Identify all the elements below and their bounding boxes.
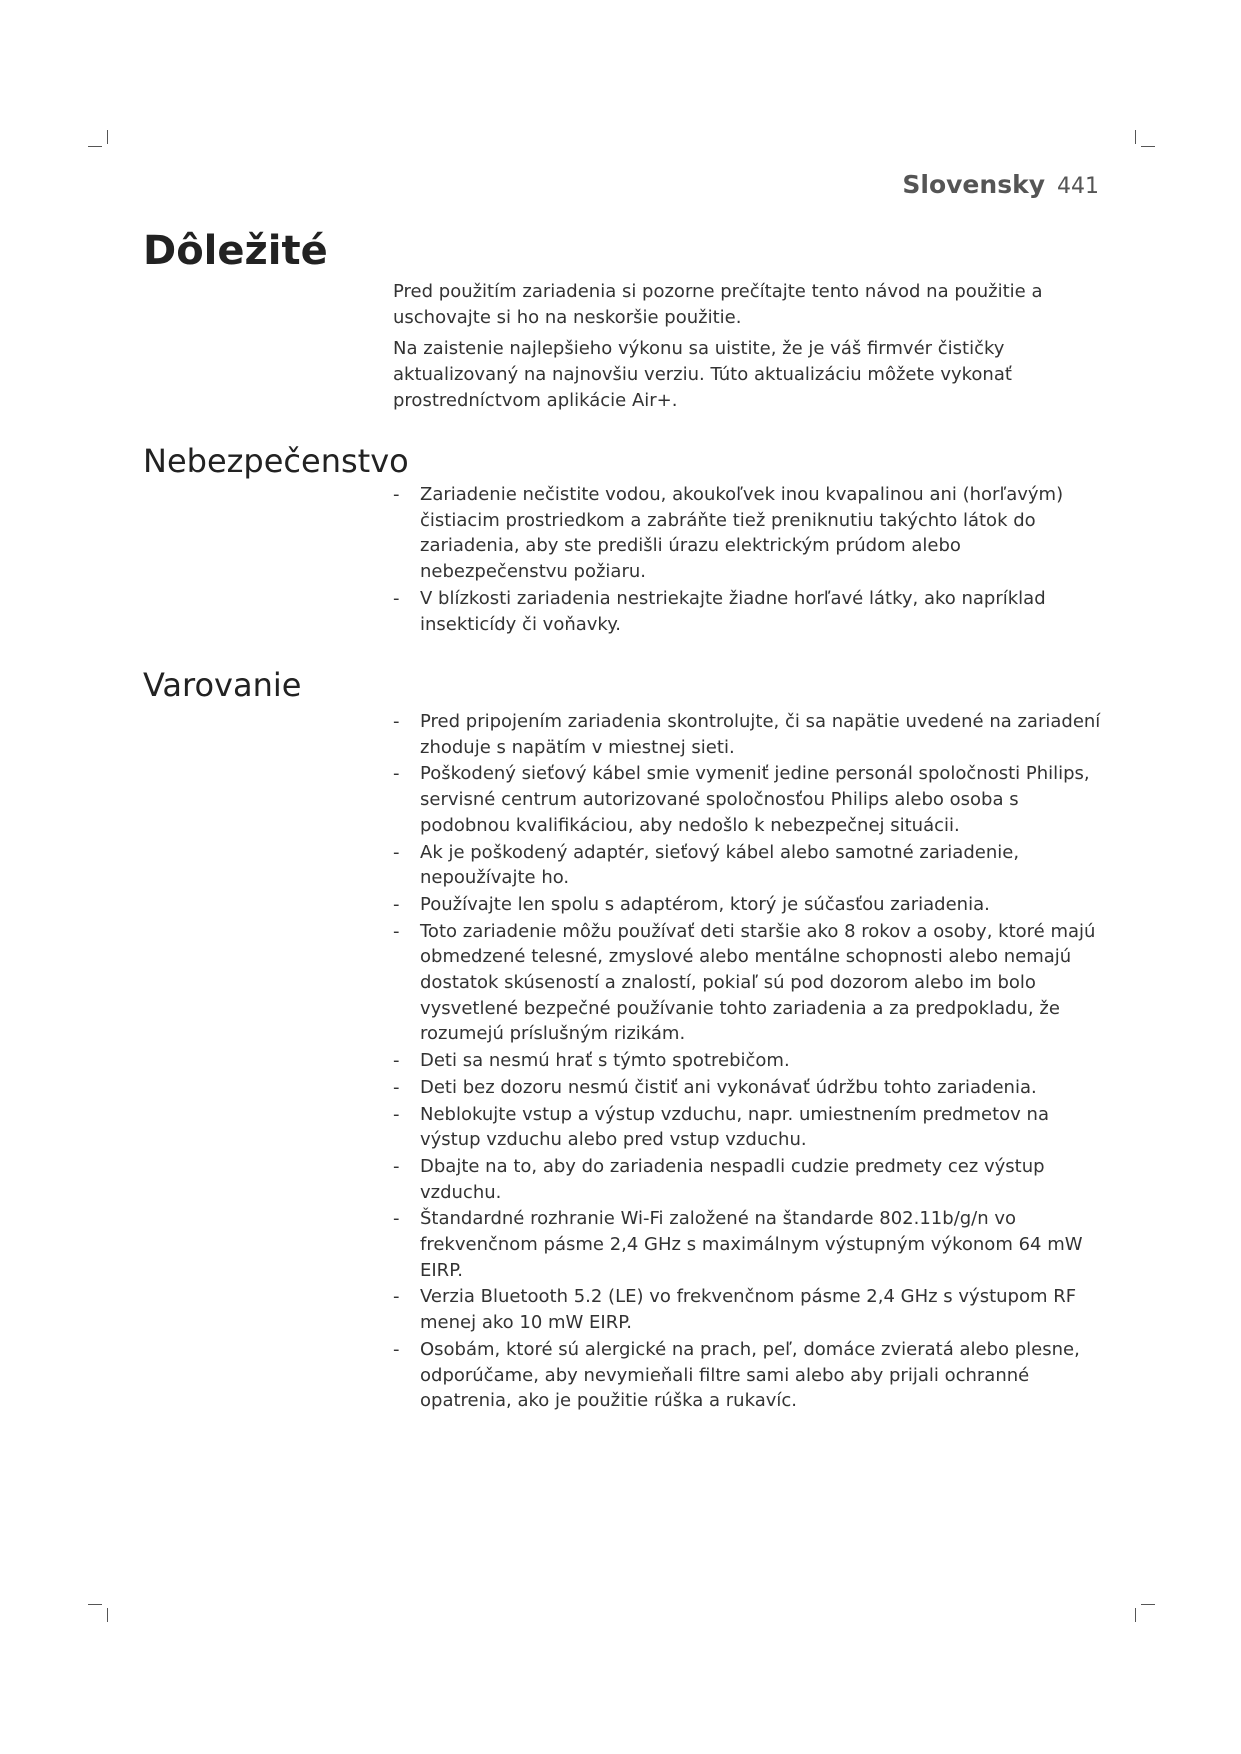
list-item-text: Osobám, ktoré sú alergické na prach, peľ, domáce zvieratá alebo plesne, odporúčame, aby nevymieňali filtre sami alebo aby prijali ochranné opatrenia, ako je použitie rúška a rukavíc. [420, 1338, 1080, 1412]
crop-mark-bottom-right-h [1141, 1604, 1155, 1605]
list-item [393, 840, 1108, 891]
list-item-text: Neblokujte vstup a výstup vzduchu, napr. umiestnením predmetov na výstup vzduchu alebo pred vstup vzduchu. [420, 1103, 1049, 1151]
section-title-warning: Varovanie [143, 666, 302, 704]
list-item [393, 482, 1108, 585]
crop-mark-bottom-right-v [1135, 1608, 1136, 1622]
list-marker: - [393, 1286, 400, 1308]
list-marker: - [393, 484, 400, 505]
important-paragraph: Pred použitím zariadenia si pozorne prečítajte tento návod na použitie a uschovajte si ho na neskoršie použitie. [393, 281, 1043, 328]
list-marker: - [393, 711, 400, 732]
header-language: Slovensky [902, 170, 1045, 199]
list-marker: - [393, 1103, 400, 1125]
list-marker: - [393, 841, 400, 863]
list-marker: - [393, 920, 400, 942]
list-item-text: Zariadenie nečistite vodou, akoukoľvek inou kvapalinou ani (horľavým) čistiacim prostriedkom a zabráňte tiež preniknutiu takýchto látok do zariadenia, aby ste predišli úrazu elektrickým prúdom alebo nebezpečenstvu požiaru. [420, 484, 1064, 583]
list-marker: - [393, 1208, 400, 1230]
list-item-text: Verzia Bluetooth 5.2 (LE) vo frekvenčnom pásme 2,4 GHz s výstupom RF menej ako 10 mW EIRP. [420, 1286, 1077, 1334]
list-item-text: Poškodený sieťový kábel smie vymeniť jedine personál spoločnosti Philips, servisné centrum autorizované spoločnosťou Philips alebo osoba s podobnou kvalifikáciou, aby nedošlo k nebezpečnej situácii. [420, 763, 1090, 836]
list-marker: - [393, 1338, 400, 1360]
important-paragraph: Na zaistenie najlepšieho výkonu sa uistite, že je váš firmvér čističky aktualizovaný na najnovšiu verziu. Túto aktualizáciu môžete vykonať prostredníctvom aplikácie Air+. [393, 338, 1012, 411]
list-item-text: Štandardné rozhranie Wi-Fi založené na štandarde 802.11b/g/n vo frekvenčnom pásme 2,4 GHz s maximálnym výstupným výkonom 64 mW EIRP. [420, 1208, 1083, 1281]
list-item [393, 1102, 1108, 1153]
list-marker: - [393, 1050, 400, 1072]
crop-mark-bottom-left-v [107, 1608, 108, 1622]
list-item [393, 761, 1108, 838]
section-title-danger: Nebezpečenstvo [143, 442, 409, 480]
list-item-text: Toto zariadenie môžu používať deti staršie ako 8 rokov a osoby, ktoré majú obmedzené telesné, zmyslové alebo mentálne schopnosti alebo nemajú dostatok skúseností a znalostí, pokiaľ sú pod dozorom alebo im bolo vysvetlené bezpečné používanie tohto zariadenia a za predpokladu, že rozumejú príslušným rizikám. [420, 920, 1096, 1045]
list-item [393, 1337, 1108, 1414]
list-item-text: Deti bez dozoru nesmú čistiť ani vykonávať údržbu tohto zariadenia. [420, 1076, 1037, 1098]
list-item-text: Ak je poškodený adaptér, sieťový kábel alebo samotné zariadenie, nepoužívajte ho. [420, 841, 1020, 889]
section-title-important: Dôležité [143, 228, 328, 274]
list-marker: - [393, 587, 400, 609]
list-item [393, 709, 1108, 760]
list-marker: - [393, 1155, 400, 1177]
list-item [393, 586, 1108, 637]
page-number: 441 [1057, 174, 1099, 199]
list-item [393, 919, 1108, 1048]
crop-mark-top-right-v [1135, 130, 1136, 144]
warning-body [393, 709, 1108, 1415]
crop-mark-bottom-left-h [88, 1604, 102, 1605]
list-item-text: Deti sa nesmú hrať s týmto spotrebičom. [420, 1050, 790, 1072]
list-item [393, 1206, 1108, 1283]
warning-list [393, 709, 1108, 1414]
crop-mark-top-right-h [1141, 146, 1155, 147]
list-marker: - [393, 893, 400, 915]
running-header [902, 170, 1099, 199]
list-marker: - [393, 1076, 400, 1098]
list-item [393, 1048, 1108, 1074]
crop-mark-top-left-v [107, 130, 108, 144]
list-item [393, 1154, 1108, 1205]
list-item-text: Pred pripojením zariadenia skontrolujte, či sa napätie uvedené na zariadení zhoduje s napätím v miestnej sieti. [420, 711, 1101, 758]
danger-list [393, 482, 1108, 637]
danger-body [393, 482, 1108, 638]
list-item-text: Dbajte na to, aby do zariadenia nespadli cudzie predmety cez výstup vzduchu. [420, 1155, 1045, 1203]
crop-mark-top-left-h [88, 146, 102, 147]
list-item [393, 892, 1108, 918]
important-body [393, 279, 1108, 420]
list-marker: - [393, 763, 400, 785]
list-item-text: V blízkosti zariadenia nestriekajte žiadne horľavé látky, ako napríklad insekticídy či voňavky. [420, 587, 1046, 635]
list-item-text: Používajte len spolu s adaptérom, ktorý je súčasťou zariadenia. [420, 893, 990, 915]
list-item [393, 1075, 1108, 1101]
list-item [393, 1284, 1108, 1335]
